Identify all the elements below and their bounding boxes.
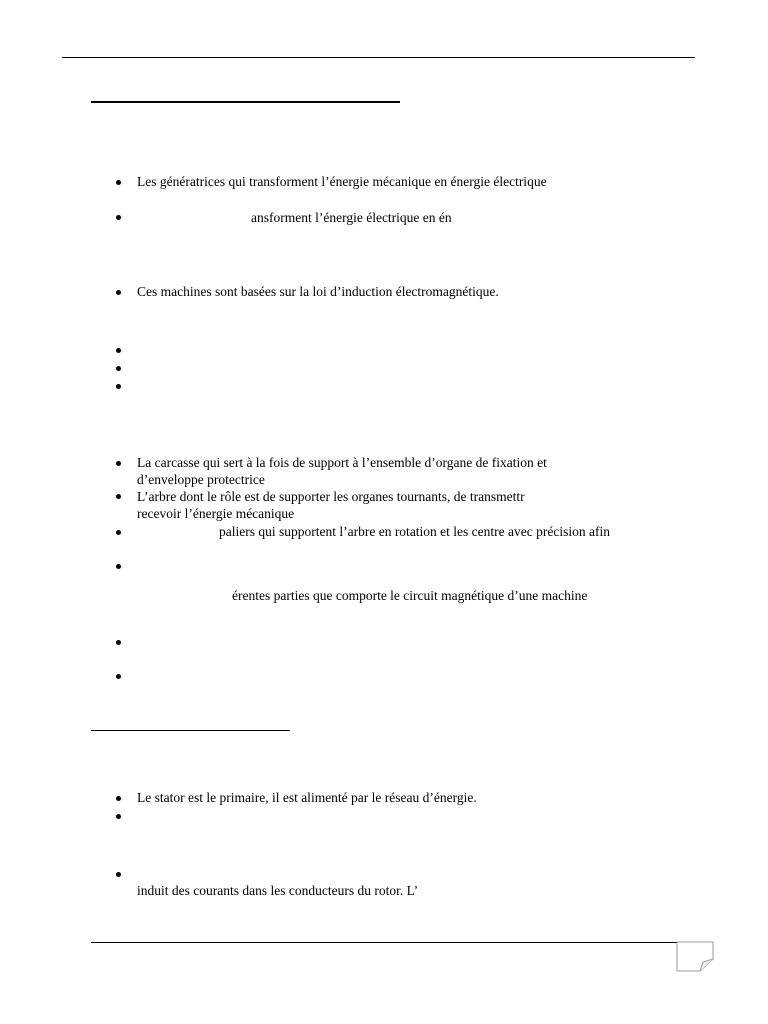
list-item-rotor-currents: induit des courants dans les conducteurs du rotor. L’	[137, 883, 419, 898]
list-item-stator: Le stator est le primaire, il est alimenté par le réseau d’énergie.	[137, 790, 477, 805]
list-bullet	[116, 384, 121, 389]
list-item-carcasse-cont: d’enveloppe protectrice	[137, 472, 265, 487]
list-item-carcasse: La carcasse qui sert à la fois de support à l’ensemble d’organe de fixation et	[137, 455, 547, 470]
list-bullet	[116, 494, 121, 499]
list-bullet	[116, 674, 121, 679]
list-bullet	[116, 872, 121, 877]
list-item-arbre-cont: recevoir l’énergie mécanique	[137, 506, 295, 521]
list-item-arbre: L’arbre dont le rôle est de supporter les organes tournants, de transmettr	[137, 489, 525, 504]
magnetic-circuit-text: érentes parties que comporte le circuit magnétique d’une machine	[232, 588, 588, 603]
list-bullet	[116, 814, 121, 819]
subsection-heading-underline	[91, 730, 290, 731]
list-bullet	[116, 564, 121, 569]
list-bullet	[116, 461, 121, 466]
footer-rule	[91, 942, 677, 943]
list-item-paliers: paliers qui supportent l’arbre en rotation et les centre avec précision afin	[219, 524, 610, 539]
list-bullet	[116, 366, 121, 371]
section-heading-underline	[91, 101, 400, 103]
list-item-motors: ansforment l’énergie électrique en én	[251, 210, 452, 225]
list-bullet	[116, 530, 121, 535]
list-bullet	[116, 348, 121, 353]
list-bullet	[116, 180, 121, 185]
list-bullet	[116, 290, 121, 295]
page-curl-icon	[674, 941, 716, 973]
principle-text: Ces machines sont basées sur la loi d’induction électromagnétique.	[137, 284, 499, 299]
list-bullet	[116, 215, 121, 220]
header-rule	[62, 57, 695, 58]
list-item-generators: Les génératrices qui transforment l’énergie mécanique en énergie électrique	[137, 174, 547, 189]
list-bullet	[116, 796, 121, 801]
list-bullet	[116, 640, 121, 645]
